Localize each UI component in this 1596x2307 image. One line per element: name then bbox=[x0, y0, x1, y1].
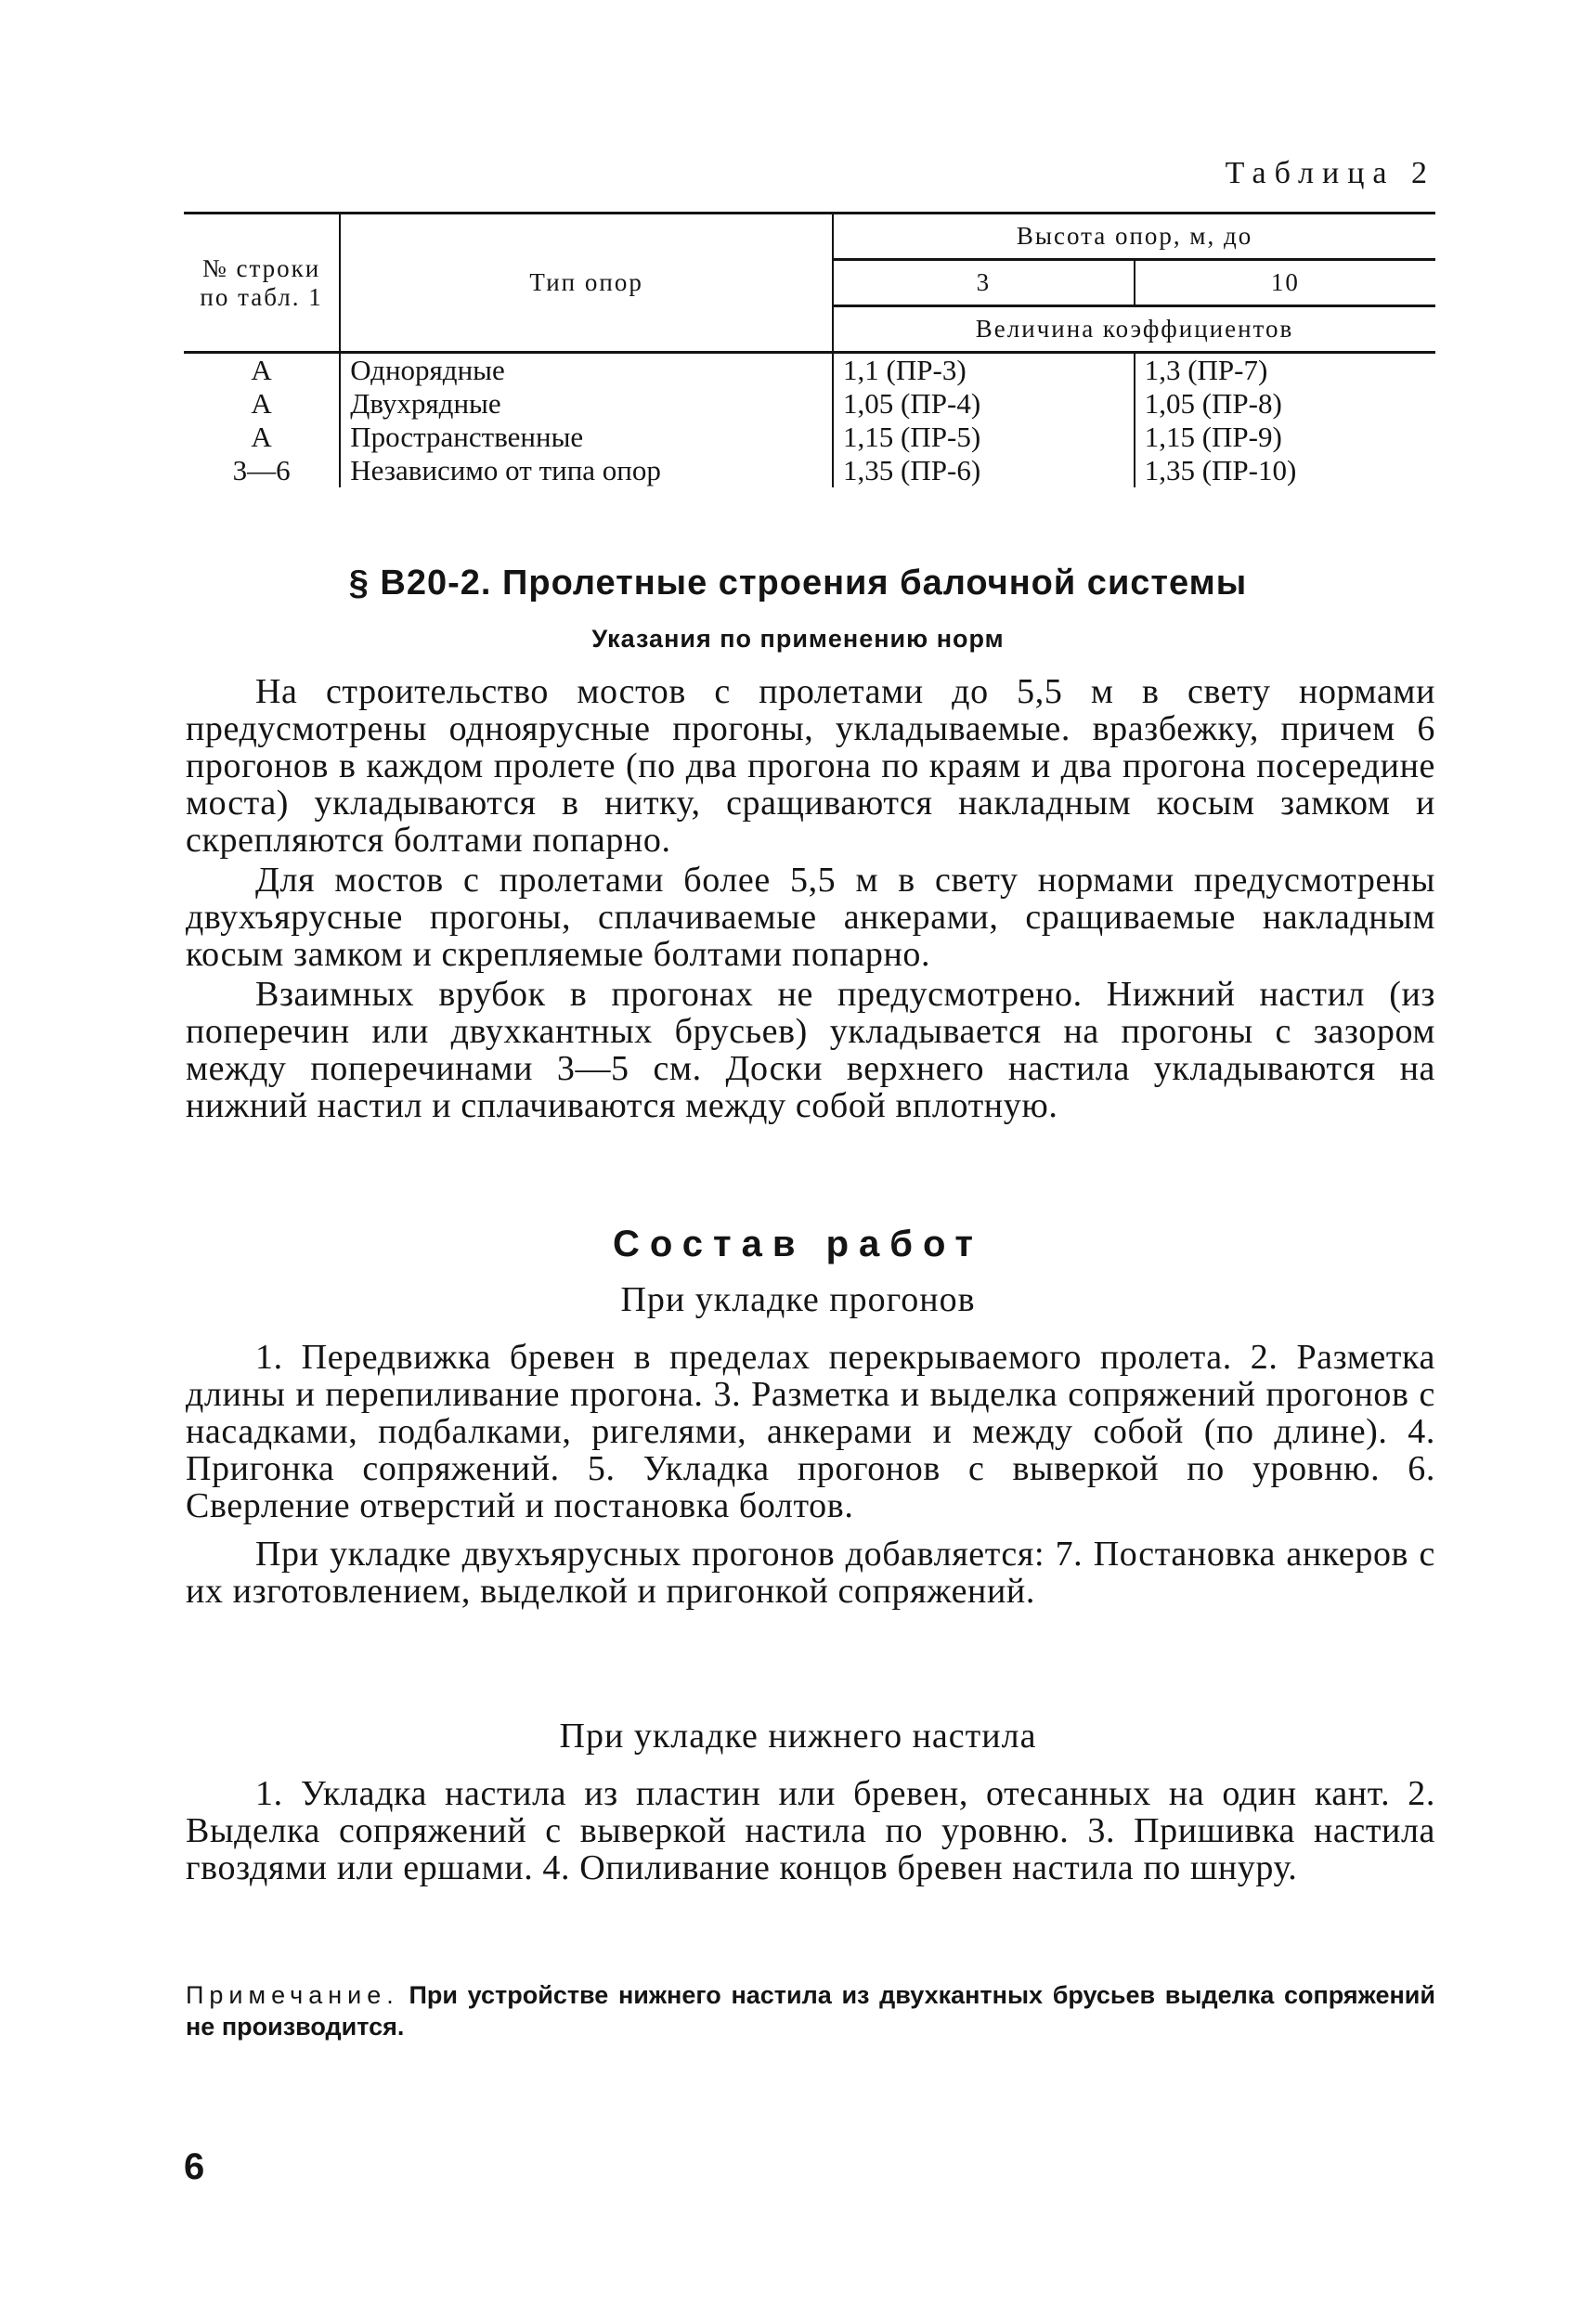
paragraph: Для мостов с пролетами более 5,5 м в свету нормами предусмотрены двухъярусные прогоны, сплачиваемые анкерами, сращиваемые накладным косым замком и скрепляемые болтами попарно. bbox=[186, 861, 1435, 974]
header-height-group: Высота опор, м, до bbox=[833, 214, 1435, 260]
cell-v10: 1,35 (ПР-10) bbox=[1135, 454, 1435, 487]
cell-v10: 1,15 (ПР-9) bbox=[1135, 421, 1435, 454]
section-body bbox=[186, 673, 1435, 1124]
cell-num: А bbox=[251, 354, 272, 386]
header-height-10: 10 bbox=[1135, 260, 1435, 306]
table-row bbox=[184, 387, 1435, 421]
cell-num: А bbox=[251, 387, 272, 420]
cell-type: Двухрядные bbox=[340, 387, 833, 421]
cell-v3: 1,05 (ПР-4) bbox=[833, 387, 1135, 421]
paragraph: Взаимных врубок в прогонах не предусмотрено. Нижний настил (из поперечин или двухкантных брусьев) укладывается на прогоны с зазором между поперечинами 3—5 см. Доски верхнего настила укладываются на нижний настил и сплачиваются между собой вплотную. bbox=[186, 975, 1435, 1125]
cell-v3: 1,35 (ПР-6) bbox=[833, 454, 1135, 487]
works-group2-body bbox=[186, 1775, 1435, 1886]
coefficients-table bbox=[184, 212, 1435, 487]
header-height-3: 3 bbox=[833, 260, 1135, 306]
header-type: Тип опор bbox=[340, 214, 833, 353]
note-text: При устройстве нижнего настила из двухкантных брусьев выделка сопряжений не производится. bbox=[186, 1981, 1435, 2041]
section-title: § В20-2. Пролетные строения балочной системы bbox=[348, 564, 1248, 603]
cell-type: Независимо от типа опор bbox=[340, 454, 833, 487]
cell-type: Однорядные bbox=[340, 353, 833, 388]
cell-num: 3—6 bbox=[232, 454, 291, 486]
header-row-num: № строки по табл. 1 bbox=[184, 214, 340, 353]
table-caption: Таблица 2 bbox=[1225, 156, 1435, 190]
cell-v10: 1,05 (ПР-8) bbox=[1135, 387, 1435, 421]
page-number: 6 bbox=[184, 2146, 205, 2187]
section-subtitle: Указания по применению норм bbox=[591, 625, 1005, 653]
note bbox=[186, 1979, 1435, 2042]
paragraph: На строительство мостов с пролетами до 5,5 м в свету нормами предусмотрены одноярусные прогоны, укладываемые. вразбежку, причем 6 прогонов в каждом пролете (по два прогона по краям и два прогона посередине моста) укладываются в нитку, сращиваются накладным косым замком и скрепляются болтами попарно. bbox=[186, 672, 1435, 860]
cell-type: Пространственные bbox=[340, 421, 833, 454]
paragraph: При укладке двухъярусных прогонов добавляется: 7. Постановка анкеров с их изготовлением, выделкой и пригонкой сопряжений. bbox=[186, 1535, 1435, 1611]
table-row bbox=[184, 454, 1435, 487]
paragraph: 1. Передвижка бревен в пределах перекрываемого пролета. 2. Разметка длины и перепиливание прогона. 3. Разметка и выделка сопряжений прогонов с насадками, подбалками, ригелями, анкерами и между собой (по длине). 4. Пригонка сопряжений. 5. Укладка прогонов с выверкой по уровню. 6. Сверление отверстий и постановка болтов. bbox=[186, 1338, 1435, 1525]
cell-v10: 1,3 (ПР-7) bbox=[1135, 353, 1435, 388]
cell-v3: 1,15 (ПР-5) bbox=[833, 421, 1135, 454]
works-group1-body bbox=[186, 1339, 1435, 1610]
table-row bbox=[184, 421, 1435, 454]
note-lead: Примечание. bbox=[186, 1981, 399, 2009]
table-row bbox=[184, 353, 1435, 388]
header-coef-group: Величина коэффициентов bbox=[833, 306, 1435, 353]
paragraph: 1. Укладка настила из пластин или бревен, отесанных на один кант. 2. Выделка сопряжений с выверкой настила по уровню. 3. Пришивка настила гвоздями или ершами. 4. Опиливание концов бревен настила по шнуру. bbox=[186, 1774, 1435, 1887]
works-title: Состав работ bbox=[613, 1224, 983, 1264]
works-group1-title: При укладке прогонов bbox=[620, 1280, 976, 1319]
cell-num: А bbox=[251, 421, 272, 453]
works-group2-title: При укладке нижнего настила bbox=[559, 1717, 1037, 1756]
cell-v3: 1,1 (ПР-3) bbox=[833, 353, 1135, 388]
